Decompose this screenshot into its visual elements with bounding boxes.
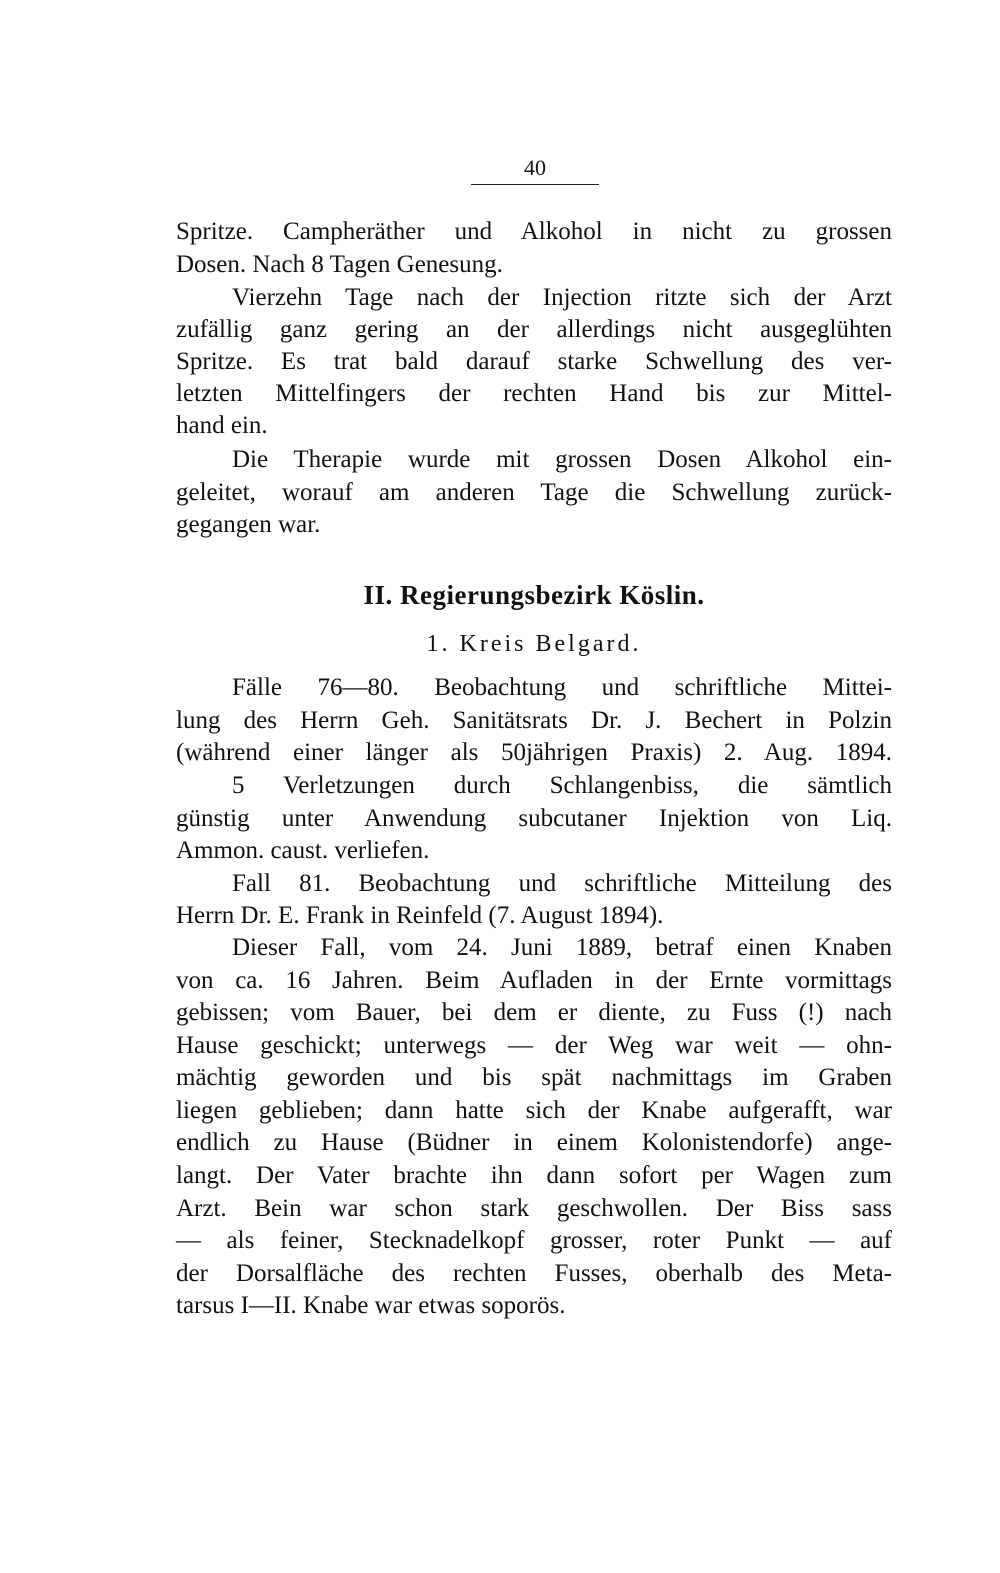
text-line: 5 Verletzungen durch Schlangenbiss, die sämtlich <box>232 772 892 799</box>
text-line: gegangen war. <box>176 511 321 538</box>
text-line: Arzt. Bein war schon stark geschwollen. Der Biss sass <box>176 1195 892 1222</box>
text-line: (während einer länger als 50jährigen Praxis) 2. Aug. 1894. <box>176 739 892 766</box>
text-line: der Dorsalfläche des rechten Fusses, oberhalb des Meta- <box>176 1260 892 1287</box>
section-heading: II. Regierungsbezirk Köslin. <box>363 580 705 610</box>
text-line: endlich zu Hause (Büdner in einem Kolonistendorfe) ange- <box>176 1129 892 1156</box>
text-line: — als feiner, Stecknadelkopf grosser, roter Punkt — auf <box>176 1227 892 1254</box>
text-line: günstig unter Anwendung subcutaner Injektion von Liq. <box>176 805 892 832</box>
section-subheading: 1. Kreis Belgard. <box>426 631 642 657</box>
text-line: Hause geschickt; unterwegs — der Weg war weit — ohn- <box>176 1032 892 1059</box>
text-line: Spritze. Es trat bald darauf starke Schwellung des ver- <box>176 348 892 375</box>
text-line: gebissen; vom Bauer, bei dem er diente, zu Fuss (!) nach <box>176 999 892 1026</box>
text-line: Dieser Fall, vom 24. Juni 1889, betraf einen Knaben <box>232 934 892 961</box>
text-line: Vierzehn Tage nach der Injection ritzte sich der Arzt <box>232 284 892 311</box>
text-line: Herrn Dr. E. Frank in Reinfeld (7. August 1894). <box>176 902 664 929</box>
text-line: Dosen. Nach 8 Tagen Genesung. <box>176 251 503 278</box>
text-line: tarsus I—II. Knabe war etwas soporös. <box>176 1292 566 1319</box>
text-line: langt. Der Vater brachte ihn dann sofort per Wagen zum <box>176 1162 892 1189</box>
text-line: letzten Mittelfingers der rechten Hand bis zur Mittel- <box>176 380 892 407</box>
text-line: zufällig ganz gering an der allerdings nicht ausgeglühten <box>176 316 892 343</box>
text-line: von ca. 16 Jahren. Beim Aufladen in der Ernte vormittags <box>176 967 892 994</box>
text-line: geleitet, worauf am anderen Tage die Schwellung zurück- <box>176 479 892 506</box>
page-number: 40 <box>524 155 546 180</box>
text-line: hand ein. <box>176 412 268 439</box>
text-line: Spritze. Campheräther und Alkohol in nicht zu grossen <box>176 218 892 245</box>
page-number-rule <box>471 184 599 185</box>
text-line: liegen geblieben; dann hatte sich der Knabe aufgerafft, war <box>176 1097 892 1124</box>
text-line: Fall 81. Beobachtung und schriftliche Mitteilung des <box>232 870 892 897</box>
text-line: Fälle 76—80. Beobachtung und schriftliche Mittei- <box>232 674 892 701</box>
text-line: Ammon. caust. verliefen. <box>176 837 430 864</box>
text-line: mächtig geworden und bis spät nachmittags im Graben <box>176 1064 892 1091</box>
text-line: Die Therapie wurde mit grossen Dosen Alkohol ein- <box>232 446 892 473</box>
text-line: lung des Herrn Geh. Sanitätsrats Dr. J. Bechert in Polzin <box>176 707 892 734</box>
